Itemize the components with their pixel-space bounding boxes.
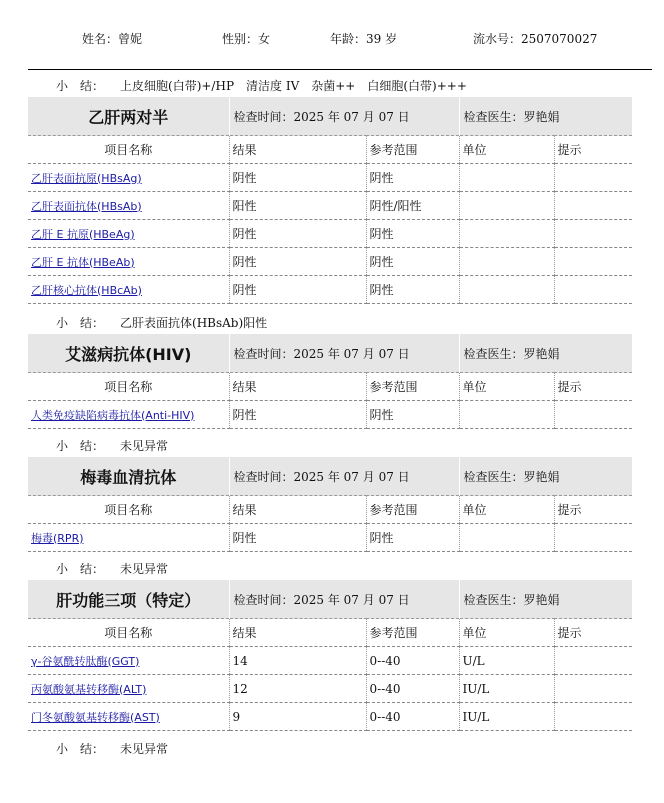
item-link[interactable]: 乙肝 E 抗体(HBeAb) (31, 255, 135, 269)
col-hint-header: 提示 (554, 496, 632, 524)
range-cell: 阴性 (366, 220, 459, 248)
hint-cell (554, 675, 632, 703)
exam-doctor: 检查医生：罗艳娟 (459, 334, 632, 373)
unit-cell (459, 192, 554, 220)
table-row (28, 276, 632, 304)
range-cell: 阴性 (366, 248, 459, 276)
summary-label: 小 结： (56, 79, 105, 93)
table-row (28, 192, 632, 220)
table-row (28, 524, 632, 552)
result-cell: 阴性 (229, 220, 366, 248)
patient-gender: 性别：女 (222, 32, 271, 46)
hint-cell (554, 164, 632, 192)
item-link[interactable]: 梅毒(RPR) (31, 531, 84, 545)
hint-cell (554, 647, 632, 675)
section-summary (56, 560, 168, 577)
patient-age: 年龄：39 岁 (330, 32, 398, 46)
unit-cell (459, 276, 554, 304)
section-title: 艾滋病抗体(HIV) (28, 334, 229, 373)
result-cell: 阴性 (229, 248, 366, 276)
unit-cell (459, 220, 554, 248)
patient-name: 姓名：曾妮 (82, 32, 143, 46)
hint-cell (554, 248, 632, 276)
summary-label: 小 结： (56, 439, 105, 453)
col-unit-header: 单位 (459, 619, 554, 647)
summary-label: 小 结： (56, 562, 105, 576)
exam-doctor: 检查医生：罗艳娟 (459, 97, 632, 136)
unit-cell: U/L (459, 647, 554, 675)
hint-cell (554, 703, 632, 731)
col-result-header: 结果 (229, 136, 366, 164)
section-summary (56, 314, 267, 331)
col-hint-header: 提示 (554, 136, 632, 164)
hint-cell (554, 220, 632, 248)
section-hiv (28, 334, 632, 429)
col-range-header: 参考范围 (366, 136, 459, 164)
section-summary (56, 437, 168, 454)
col-hint-header: 提示 (554, 373, 632, 401)
item-link[interactable]: 乙肝 E 抗原(HBeAg) (31, 227, 135, 241)
item-link[interactable]: 乙肝表面抗原(HBsAg) (31, 171, 142, 185)
unit-cell: IU/L (459, 675, 554, 703)
col-name-header: 项目名称 (28, 136, 229, 164)
col-range-header: 参考范围 (366, 619, 459, 647)
col-range-header: 参考范围 (366, 496, 459, 524)
exam-date: 检查时间：2025 年 07 月 07 日 (229, 457, 459, 496)
range-cell: 阴性 (366, 401, 459, 429)
patient-header (0, 30, 664, 48)
result-cell: 阴性 (229, 401, 366, 429)
table-row (28, 401, 632, 429)
col-result-header: 结果 (229, 373, 366, 401)
hint-cell (554, 276, 632, 304)
result-cell: 9 (229, 703, 366, 731)
col-result-header: 结果 (229, 496, 366, 524)
item-link[interactable]: 乙肝核心抗体(HBcAb) (31, 283, 142, 297)
col-range-header: 参考范围 (366, 373, 459, 401)
patient-serial: 流水号：2507070027 (473, 32, 598, 46)
column-header-row (28, 619, 632, 647)
summary-text: 未见异常 (120, 742, 169, 756)
top-summary (56, 77, 467, 94)
range-cell: 阴性/阳性 (366, 192, 459, 220)
range-cell: 阴性 (366, 524, 459, 552)
item-link[interactable]: 乙肝表面抗体(HBsAb) (31, 199, 142, 213)
result-cell: 阴性 (229, 524, 366, 552)
section-title: 乙肝两对半 (28, 97, 229, 136)
table-row (28, 703, 632, 731)
range-cell: 阴性 (366, 276, 459, 304)
col-hint-header: 提示 (554, 619, 632, 647)
range-cell: 0--40 (366, 647, 459, 675)
hint-cell (554, 401, 632, 429)
section-syphilis (28, 457, 632, 552)
section-summary (56, 740, 168, 757)
table-row (28, 675, 632, 703)
unit-cell (459, 248, 554, 276)
range-cell: 0--40 (366, 675, 459, 703)
result-cell: 14 (229, 647, 366, 675)
summary-label: 小 结： (56, 742, 105, 756)
exam-doctor: 检查医生：罗艳娟 (459, 580, 632, 619)
table-row (28, 164, 632, 192)
summary-text: 上皮细胞(白带)+/HP 清洁度 IV 杂菌++ 白细胞(白带)+++ (120, 79, 467, 93)
unit-cell (459, 524, 554, 552)
exam-date: 检查时间：2025 年 07 月 07 日 (229, 334, 459, 373)
col-unit-header: 单位 (459, 136, 554, 164)
hint-cell (554, 524, 632, 552)
col-name-header: 项目名称 (28, 373, 229, 401)
item-link[interactable]: γ-谷氨酰转肽酶(GGT) (31, 654, 140, 668)
column-header-row (28, 136, 632, 164)
section-liver-function (28, 580, 632, 731)
summary-text: 未见异常 (120, 439, 169, 453)
item-link[interactable]: 人类免疫缺陷病毒抗体(Anti-HIV) (31, 408, 195, 422)
exam-date: 检查时间：2025 年 07 月 07 日 (229, 580, 459, 619)
table-row (28, 220, 632, 248)
section-hepatitis-b (28, 97, 632, 304)
summary-text: 未见异常 (120, 562, 169, 576)
header-divider (28, 69, 652, 70)
result-cell: 阴性 (229, 164, 366, 192)
result-cell: 12 (229, 675, 366, 703)
section-title: 肝功能三项（特定） (28, 580, 229, 619)
unit-cell (459, 401, 554, 429)
unit-cell: IU/L (459, 703, 554, 731)
range-cell: 0--40 (366, 703, 459, 731)
item-link[interactable]: 门冬氨酸氨基转移酶(AST) (31, 710, 160, 724)
col-result-header: 结果 (229, 619, 366, 647)
exam-date: 检查时间：2025 年 07 月 07 日 (229, 97, 459, 136)
column-header-row (28, 496, 632, 524)
col-unit-header: 单位 (459, 496, 554, 524)
col-unit-header: 单位 (459, 373, 554, 401)
exam-doctor: 检查医生：罗艳娟 (459, 457, 632, 496)
col-name-header: 项目名称 (28, 619, 229, 647)
table-row (28, 248, 632, 276)
result-cell: 阳性 (229, 192, 366, 220)
table-row (28, 647, 632, 675)
unit-cell (459, 164, 554, 192)
item-link[interactable]: 丙氨酸氨基转移酶(ALT) (31, 682, 147, 696)
range-cell: 阴性 (366, 164, 459, 192)
col-name-header: 项目名称 (28, 496, 229, 524)
result-cell: 阴性 (229, 276, 366, 304)
column-header-row (28, 373, 632, 401)
hint-cell (554, 192, 632, 220)
summary-label: 小 结： (56, 316, 105, 330)
section-title: 梅毒血清抗体 (28, 457, 229, 496)
summary-text: 乙肝表面抗体(HBsAb)阳性 (120, 316, 268, 330)
